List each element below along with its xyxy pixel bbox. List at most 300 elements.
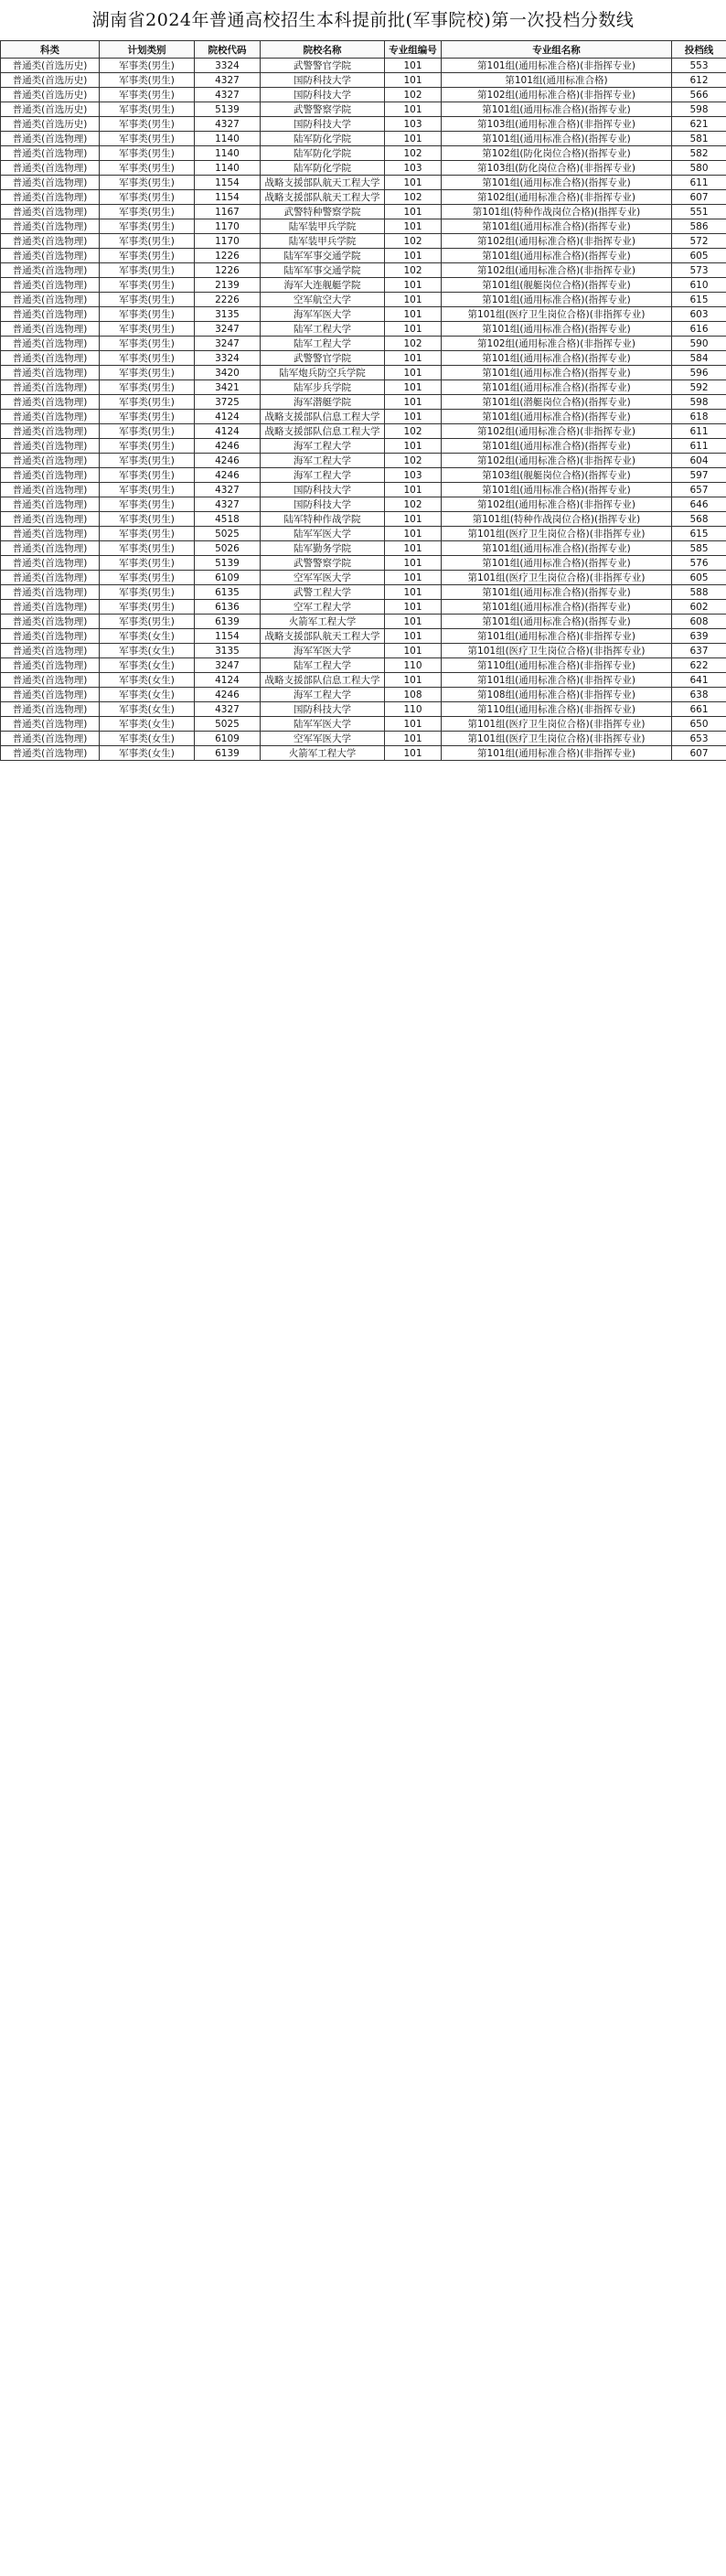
cell-group-number: 101 xyxy=(385,512,442,527)
cell-school-name: 陆军军事交通学院 xyxy=(261,249,385,263)
table-row xyxy=(1,146,726,161)
cell-plan-type: 军事类(男生) xyxy=(100,380,195,395)
cell-category: 普通类(首选物理) xyxy=(1,658,100,673)
cell-school-name: 火箭军工程大学 xyxy=(261,615,385,629)
cell-category: 普通类(首选物理) xyxy=(1,644,100,658)
cell-school-code: 1154 xyxy=(195,190,261,205)
cell-category: 普通类(首选物理) xyxy=(1,629,100,644)
cell-category: 普通类(首选物理) xyxy=(1,512,100,527)
cell-group-name: 第101组(医疗卫生岗位合格)(非指挥专业) xyxy=(442,527,672,541)
cell-school-name: 陆军特种作战学院 xyxy=(261,512,385,527)
cell-cutoff-score: 622 xyxy=(672,658,726,673)
cell-plan-type: 军事类(男生) xyxy=(100,117,195,132)
table-row xyxy=(1,688,726,702)
cell-group-name: 第102组(通用标准合格)(非指挥专业) xyxy=(442,497,672,512)
cell-cutoff-score: 586 xyxy=(672,219,726,234)
cell-plan-type: 军事类(男生) xyxy=(100,263,195,278)
cell-group-number: 101 xyxy=(385,644,442,658)
cell-group-number: 102 xyxy=(385,497,442,512)
cell-category: 普通类(首选物理) xyxy=(1,424,100,439)
cell-category: 普通类(首选物理) xyxy=(1,585,100,600)
cell-plan-type: 军事类(男生) xyxy=(100,249,195,263)
table-row xyxy=(1,644,726,658)
cell-cutoff-score: 602 xyxy=(672,600,726,615)
cell-category: 普通类(首选物理) xyxy=(1,717,100,732)
table-body xyxy=(1,59,726,761)
cell-school-name: 武警警官学院 xyxy=(261,351,385,366)
cell-cutoff-score: 553 xyxy=(672,59,726,73)
cell-school-code: 1170 xyxy=(195,219,261,234)
cell-school-code: 1226 xyxy=(195,263,261,278)
cell-school-code: 1140 xyxy=(195,132,261,146)
table-row xyxy=(1,234,726,249)
cell-group-name: 第101组(通用标准合格)(非指挥专业) xyxy=(442,746,672,761)
cell-group-name: 第101组(特种作战岗位合格)(指挥专业) xyxy=(442,512,672,527)
cell-group-number: 101 xyxy=(385,293,442,307)
page-title: 湖南省2024年普通高校招生本科提前批(军事院校)第一次投档分数线 xyxy=(91,10,635,30)
cell-school-code: 6109 xyxy=(195,571,261,585)
cell-group-name: 第101组(通用标准合格)(指挥专业) xyxy=(442,219,672,234)
table-row xyxy=(1,117,726,132)
cell-group-number: 108 xyxy=(385,688,442,702)
cell-plan-type: 军事类(男生) xyxy=(100,556,195,571)
cell-group-number: 103 xyxy=(385,468,442,483)
cell-plan-type: 军事类(男生) xyxy=(100,88,195,102)
cell-group-number: 102 xyxy=(385,190,442,205)
cell-school-name: 陆军防化学院 xyxy=(261,161,385,176)
table-row xyxy=(1,263,726,278)
cell-plan-type: 军事类(男生) xyxy=(100,541,195,556)
cell-cutoff-score: 597 xyxy=(672,468,726,483)
cell-category: 普通类(首选物理) xyxy=(1,615,100,629)
cell-category: 普通类(首选物理) xyxy=(1,366,100,380)
cell-group-number: 101 xyxy=(385,600,442,615)
table-row xyxy=(1,556,726,571)
header-school-code: 院校代码 xyxy=(195,41,261,59)
cell-category: 普通类(首选物理) xyxy=(1,571,100,585)
cell-school-code: 3324 xyxy=(195,351,261,366)
cell-plan-type: 军事类(男生) xyxy=(100,366,195,380)
cell-school-code: 4327 xyxy=(195,702,261,717)
cell-category: 普通类(首选物理) xyxy=(1,263,100,278)
table-row xyxy=(1,59,726,73)
cell-group-number: 101 xyxy=(385,673,442,688)
cell-school-code: 4124 xyxy=(195,410,261,424)
cell-cutoff-score: 598 xyxy=(672,395,726,410)
cell-school-name: 国防科技大学 xyxy=(261,497,385,512)
table-row xyxy=(1,249,726,263)
cell-school-code: 5139 xyxy=(195,556,261,571)
cell-school-name: 陆军装甲兵学院 xyxy=(261,234,385,249)
cell-school-code: 3135 xyxy=(195,307,261,322)
cell-school-code: 4124 xyxy=(195,424,261,439)
cell-cutoff-score: 584 xyxy=(672,351,726,366)
cell-school-name: 海军工程大学 xyxy=(261,688,385,702)
cell-group-number: 101 xyxy=(385,527,442,541)
cell-group-number: 102 xyxy=(385,454,442,468)
cell-group-number: 101 xyxy=(385,395,442,410)
cell-category: 普通类(首选历史) xyxy=(1,102,100,117)
cell-plan-type: 军事类(女生) xyxy=(100,732,195,746)
cell-cutoff-score: 611 xyxy=(672,424,726,439)
table-row xyxy=(1,527,726,541)
cell-plan-type: 军事类(男生) xyxy=(100,190,195,205)
table-row xyxy=(1,439,726,454)
cell-plan-type: 军事类(男生) xyxy=(100,571,195,585)
cell-category: 普通类(首选物理) xyxy=(1,278,100,293)
cell-school-name: 海军工程大学 xyxy=(261,454,385,468)
cell-plan-type: 军事类(男生) xyxy=(100,293,195,307)
cell-plan-type: 军事类(男生) xyxy=(100,351,195,366)
cell-cutoff-score: 639 xyxy=(672,629,726,644)
cell-cutoff-score: 646 xyxy=(672,497,726,512)
cell-school-code: 6136 xyxy=(195,600,261,615)
table-row xyxy=(1,337,726,351)
cell-category: 普通类(首选物理) xyxy=(1,541,100,556)
cell-cutoff-score: 588 xyxy=(672,585,726,600)
cell-group-number: 101 xyxy=(385,307,442,322)
cell-school-code: 4327 xyxy=(195,88,261,102)
table-row xyxy=(1,629,726,644)
header-plan-type: 计划类别 xyxy=(100,41,195,59)
cell-school-code: 4327 xyxy=(195,73,261,88)
cell-group-name: 第101组(通用标准合格)(指挥专业) xyxy=(442,351,672,366)
cell-school-name: 战略支援部队信息工程大学 xyxy=(261,410,385,424)
cell-group-name: 第101组(通用标准合格)(指挥专业) xyxy=(442,249,672,263)
cell-category: 普通类(首选历史) xyxy=(1,73,100,88)
cell-plan-type: 军事类(男生) xyxy=(100,322,195,337)
cell-school-name: 海军大连舰艇学院 xyxy=(261,278,385,293)
table-row xyxy=(1,600,726,615)
cell-group-number: 101 xyxy=(385,249,442,263)
cell-plan-type: 军事类(女生) xyxy=(100,717,195,732)
cell-plan-type: 军事类(女生) xyxy=(100,658,195,673)
cell-plan-type: 军事类(男生) xyxy=(100,615,195,629)
cell-cutoff-score: 616 xyxy=(672,322,726,337)
cell-group-number: 102 xyxy=(385,88,442,102)
cell-group-number: 101 xyxy=(385,380,442,395)
cell-category: 普通类(首选物理) xyxy=(1,249,100,263)
cell-school-name: 空军军医大学 xyxy=(261,732,385,746)
table-row xyxy=(1,424,726,439)
table-row xyxy=(1,658,726,673)
table-row xyxy=(1,468,726,483)
cell-school-code: 1140 xyxy=(195,146,261,161)
cell-school-code: 1140 xyxy=(195,161,261,176)
cell-cutoff-score: 585 xyxy=(672,541,726,556)
cell-plan-type: 军事类(男生) xyxy=(100,234,195,249)
cell-group-number: 101 xyxy=(385,351,442,366)
cell-school-name: 空军航空大学 xyxy=(261,293,385,307)
table-row xyxy=(1,102,726,117)
cell-cutoff-score: 551 xyxy=(672,205,726,219)
header-cutoff-score: 投档线 xyxy=(672,41,726,59)
cell-group-name: 第110组(通用标准合格)(非指挥专业) xyxy=(442,702,672,717)
cell-school-name: 陆军工程大学 xyxy=(261,322,385,337)
cell-group-number: 101 xyxy=(385,483,442,497)
cell-category: 普通类(首选物理) xyxy=(1,146,100,161)
cell-school-name: 陆军防化学院 xyxy=(261,146,385,161)
cell-category: 普通类(首选物理) xyxy=(1,380,100,395)
cell-category: 普通类(首选物理) xyxy=(1,132,100,146)
cell-cutoff-score: 610 xyxy=(672,278,726,293)
cell-cutoff-score: 581 xyxy=(672,132,726,146)
cell-plan-type: 军事类(男生) xyxy=(100,439,195,454)
cell-category: 普通类(首选物理) xyxy=(1,351,100,366)
cell-plan-type: 军事类(女生) xyxy=(100,673,195,688)
cell-group-name: 第101组(通用标准合格)(非指挥专业) xyxy=(442,629,672,644)
cell-plan-type: 军事类(男生) xyxy=(100,483,195,497)
cell-group-number: 101 xyxy=(385,102,442,117)
cell-cutoff-score: 641 xyxy=(672,673,726,688)
cell-group-name: 第101组(通用标准合格)(非指挥专业) xyxy=(442,59,672,73)
cell-category: 普通类(首选历史) xyxy=(1,59,100,73)
table-row xyxy=(1,73,726,88)
cell-school-code: 5025 xyxy=(195,527,261,541)
cell-group-name: 第102组(通用标准合格)(非指挥专业) xyxy=(442,454,672,468)
cell-plan-type: 军事类(女生) xyxy=(100,629,195,644)
cell-plan-type: 军事类(男生) xyxy=(100,205,195,219)
cell-cutoff-score: 653 xyxy=(672,732,726,746)
cell-group-number: 101 xyxy=(385,717,442,732)
cell-school-name: 陆军军事交通学院 xyxy=(261,263,385,278)
table-row xyxy=(1,190,726,205)
cell-cutoff-score: 605 xyxy=(672,571,726,585)
cell-cutoff-score: 615 xyxy=(672,527,726,541)
cell-group-name: 第103组(通用标准合格)(非指挥专业) xyxy=(442,117,672,132)
header-group-name: 专业组名称 xyxy=(442,41,672,59)
cell-plan-type: 军事类(男生) xyxy=(100,424,195,439)
cell-plan-type: 军事类(男生) xyxy=(100,278,195,293)
cell-school-code: 4327 xyxy=(195,483,261,497)
table-row xyxy=(1,395,726,410)
cell-group-number: 101 xyxy=(385,73,442,88)
cell-group-name: 第101组(通用标准合格)(指挥专业) xyxy=(442,102,672,117)
cell-group-name: 第101组(通用标准合格)(指挥专业) xyxy=(442,380,672,395)
cell-school-code: 3135 xyxy=(195,644,261,658)
cell-category: 普通类(首选物理) xyxy=(1,702,100,717)
cell-group-name: 第101组(潜艇岗位合格)(指挥专业) xyxy=(442,395,672,410)
cell-group-number: 110 xyxy=(385,702,442,717)
cell-school-name: 海军工程大学 xyxy=(261,439,385,454)
cell-group-number: 101 xyxy=(385,556,442,571)
cell-school-name: 海军军医大学 xyxy=(261,307,385,322)
cell-cutoff-score: 605 xyxy=(672,249,726,263)
cell-cutoff-score: 608 xyxy=(672,615,726,629)
cell-group-number: 101 xyxy=(385,366,442,380)
cell-school-name: 武警特种警察学院 xyxy=(261,205,385,219)
table-row xyxy=(1,454,726,468)
cell-group-number: 102 xyxy=(385,146,442,161)
table-row xyxy=(1,88,726,102)
cell-school-name: 武警警官学院 xyxy=(261,59,385,73)
cell-school-name: 武警警察学院 xyxy=(261,556,385,571)
cell-cutoff-score: 576 xyxy=(672,556,726,571)
cell-category: 普通类(首选物理) xyxy=(1,161,100,176)
cell-group-number: 102 xyxy=(385,337,442,351)
table-row xyxy=(1,585,726,600)
table-row xyxy=(1,161,726,176)
cell-school-name: 战略支援部队航天工程大学 xyxy=(261,176,385,190)
header-category: 科类 xyxy=(1,41,100,59)
cell-group-number: 101 xyxy=(385,571,442,585)
cell-school-code: 5026 xyxy=(195,541,261,556)
cell-group-number: 101 xyxy=(385,322,442,337)
cell-cutoff-score: 637 xyxy=(672,644,726,658)
cell-school-name: 战略支援部队信息工程大学 xyxy=(261,424,385,439)
cell-school-name: 战略支援部队航天工程大学 xyxy=(261,190,385,205)
table-header-row xyxy=(1,41,726,59)
cell-group-name: 第102组(通用标准合格)(非指挥专业) xyxy=(442,190,672,205)
cell-plan-type: 军事类(女生) xyxy=(100,688,195,702)
cell-group-number: 102 xyxy=(385,424,442,439)
table-row xyxy=(1,132,726,146)
table-row xyxy=(1,512,726,527)
cell-cutoff-score: 621 xyxy=(672,117,726,132)
cell-category: 普通类(首选物理) xyxy=(1,234,100,249)
table-row xyxy=(1,278,726,293)
table-row xyxy=(1,717,726,732)
table-row xyxy=(1,732,726,746)
cell-plan-type: 军事类(男生) xyxy=(100,454,195,468)
cell-cutoff-score: 592 xyxy=(672,380,726,395)
cell-plan-type: 军事类(女生) xyxy=(100,746,195,761)
cell-school-code: 1154 xyxy=(195,176,261,190)
cell-plan-type: 军事类(男生) xyxy=(100,585,195,600)
cell-cutoff-score: 661 xyxy=(672,702,726,717)
cell-school-code: 6109 xyxy=(195,732,261,746)
cell-plan-type: 军事类(男生) xyxy=(100,600,195,615)
cell-group-name: 第101组(通用标准合格)(指挥专业) xyxy=(442,483,672,497)
cell-school-code: 4518 xyxy=(195,512,261,527)
cell-school-code: 4327 xyxy=(195,497,261,512)
cell-category: 普通类(首选物理) xyxy=(1,219,100,234)
cell-cutoff-score: 657 xyxy=(672,483,726,497)
cell-plan-type: 军事类(男生) xyxy=(100,468,195,483)
table-row xyxy=(1,322,726,337)
cell-group-name: 第101组(通用标准合格)(指挥专业) xyxy=(442,132,672,146)
cell-group-name: 第101组(通用标准合格)(指挥专业) xyxy=(442,439,672,454)
cell-category: 普通类(首选历史) xyxy=(1,117,100,132)
cell-category: 普通类(首选物理) xyxy=(1,337,100,351)
cell-school-name: 海军工程大学 xyxy=(261,468,385,483)
cell-school-name: 陆军防化学院 xyxy=(261,132,385,146)
cell-cutoff-score: 650 xyxy=(672,717,726,732)
cell-plan-type: 军事类(男生) xyxy=(100,146,195,161)
cell-school-name: 国防科技大学 xyxy=(261,483,385,497)
cell-school-name: 陆军勤务学院 xyxy=(261,541,385,556)
cell-category: 普通类(首选物理) xyxy=(1,673,100,688)
cell-school-code: 3247 xyxy=(195,337,261,351)
table-row xyxy=(1,366,726,380)
cell-school-name: 陆军炮兵防空兵学院 xyxy=(261,366,385,380)
cell-cutoff-score: 582 xyxy=(672,146,726,161)
cell-school-code: 1167 xyxy=(195,205,261,219)
cell-school-code: 2226 xyxy=(195,293,261,307)
cell-school-name: 战略支援部队信息工程大学 xyxy=(261,673,385,688)
cell-group-name: 第101组(通用标准合格)(指挥专业) xyxy=(442,556,672,571)
table-row xyxy=(1,702,726,717)
cell-school-name: 火箭军工程大学 xyxy=(261,746,385,761)
cell-group-name: 第101组(通用标准合格)(指挥专业) xyxy=(442,176,672,190)
cell-school-code: 3247 xyxy=(195,658,261,673)
cell-plan-type: 军事类(男生) xyxy=(100,410,195,424)
cell-group-number: 101 xyxy=(385,439,442,454)
cell-plan-type: 军事类(女生) xyxy=(100,644,195,658)
cell-group-name: 第101组(通用标准合格)(指挥专业) xyxy=(442,541,672,556)
cell-school-code: 4327 xyxy=(195,117,261,132)
cell-category: 普通类(首选物理) xyxy=(1,439,100,454)
cell-school-code: 6135 xyxy=(195,585,261,600)
cell-group-name: 第101组(通用标准合格)(指挥专业) xyxy=(442,600,672,615)
cell-school-code: 3420 xyxy=(195,366,261,380)
cell-category: 普通类(首选物理) xyxy=(1,322,100,337)
cell-cutoff-score: 572 xyxy=(672,234,726,249)
cell-school-name: 国防科技大学 xyxy=(261,73,385,88)
cell-school-name: 空军军医大学 xyxy=(261,571,385,585)
cell-group-name: 第101组(通用标准合格)(指挥专业) xyxy=(442,366,672,380)
cell-school-code: 2139 xyxy=(195,278,261,293)
cell-group-name: 第101组(通用标准合格)(非指挥专业) xyxy=(442,673,672,688)
table-row xyxy=(1,673,726,688)
cell-cutoff-score: 604 xyxy=(672,454,726,468)
cell-category: 普通类(首选物理) xyxy=(1,688,100,702)
table-row xyxy=(1,205,726,219)
cell-cutoff-score: 580 xyxy=(672,161,726,176)
cell-plan-type: 军事类(男生) xyxy=(100,527,195,541)
cell-group-number: 101 xyxy=(385,732,442,746)
cell-category: 普通类(首选物理) xyxy=(1,556,100,571)
cell-school-code: 5139 xyxy=(195,102,261,117)
cell-category: 普通类(首选物理) xyxy=(1,454,100,468)
cell-school-code: 3421 xyxy=(195,380,261,395)
cell-cutoff-score: 590 xyxy=(672,337,726,351)
cell-group-name: 第101组(医疗卫生岗位合格)(非指挥专业) xyxy=(442,644,672,658)
cell-plan-type: 军事类(女生) xyxy=(100,702,195,717)
cell-category: 普通类(首选物理) xyxy=(1,190,100,205)
cell-plan-type: 军事类(男生) xyxy=(100,59,195,73)
cell-group-name: 第102组(防化岗位合格)(指挥专业) xyxy=(442,146,672,161)
cell-school-code: 3324 xyxy=(195,59,261,73)
cell-plan-type: 军事类(男生) xyxy=(100,307,195,322)
cell-group-number: 101 xyxy=(385,629,442,644)
cell-cutoff-score: 638 xyxy=(672,688,726,702)
cell-school-name: 陆军步兵学院 xyxy=(261,380,385,395)
cell-school-name: 国防科技大学 xyxy=(261,702,385,717)
cell-group-number: 101 xyxy=(385,176,442,190)
cell-group-number: 103 xyxy=(385,117,442,132)
cell-cutoff-score: 618 xyxy=(672,410,726,424)
header-group-number: 专业组编号 xyxy=(385,41,442,59)
cell-category: 普通类(首选历史) xyxy=(1,88,100,102)
cell-group-number: 101 xyxy=(385,59,442,73)
table-row xyxy=(1,176,726,190)
cell-plan-type: 军事类(男生) xyxy=(100,395,195,410)
cell-group-name: 第102组(通用标准合格)(非指挥专业) xyxy=(442,424,672,439)
cell-category: 普通类(首选物理) xyxy=(1,293,100,307)
table-row xyxy=(1,746,726,761)
cell-plan-type: 军事类(男生) xyxy=(100,512,195,527)
cell-group-name: 第101组(医疗卫生岗位合格)(非指挥专业) xyxy=(442,732,672,746)
cell-cutoff-score: 573 xyxy=(672,263,726,278)
cell-school-code: 4246 xyxy=(195,454,261,468)
cell-group-name: 第103组(舰艇岗位合格)(指挥专业) xyxy=(442,468,672,483)
cell-category: 普通类(首选物理) xyxy=(1,497,100,512)
cell-school-name: 海军潜艇学院 xyxy=(261,395,385,410)
cell-group-name: 第101组(通用标准合格)(指挥专业) xyxy=(442,585,672,600)
table-row xyxy=(1,293,726,307)
table-row xyxy=(1,351,726,366)
